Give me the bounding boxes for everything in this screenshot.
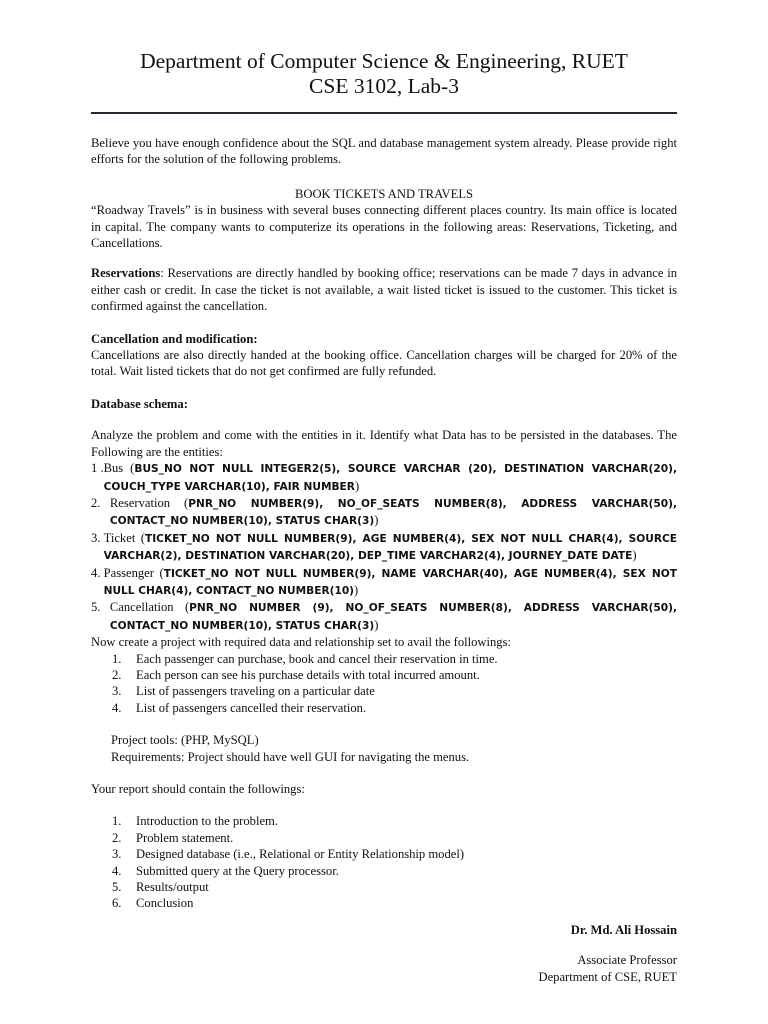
list-number: 4. <box>112 700 122 715</box>
reservations-label: Reservations <box>91 266 161 281</box>
project-tools: Project tools: (PHP, MySQL) <box>111 733 259 748</box>
signature-title: Associate Professor <box>577 953 677 968</box>
entity-close: ) <box>354 582 359 597</box>
cancellation-paragraph: Cancellations are also directly handed at the booking office. Cancellation charges will be charged for 20% of the total. Wait listed tickets that do not get confirmed are fully refunded. <box>91 348 677 379</box>
entity-item <box>91 495 677 530</box>
entity-number: 3. <box>91 530 104 545</box>
list-text: Designed database (i.e., Relational or Entity Relationship model) <box>136 847 465 862</box>
entity-name: Ticket ( <box>103 530 146 545</box>
entity-item <box>91 530 677 565</box>
entity-close: ) <box>374 617 379 632</box>
list-number: 2. <box>112 667 122 682</box>
cancellation-heading: Cancellation and modification: <box>91 331 258 346</box>
entity-name: Cancellation ( <box>109 600 190 615</box>
entity-item <box>91 565 677 600</box>
document-header <box>91 0 677 114</box>
list-item <box>112 846 677 862</box>
entity-list <box>91 460 677 634</box>
project-intro: Now create a project with required data and relationship set to avail the followings: <box>91 635 512 650</box>
course-title: CSE 3102, Lab-3 <box>309 74 459 98</box>
list-item <box>112 879 677 895</box>
entity-number: 1 . <box>91 461 104 476</box>
list-text: Problem statement. <box>136 830 234 845</box>
entity-number: 5. <box>91 600 110 615</box>
schema-analyze-paragraph: Analyze the problem and come with the entities in it. Identify what Data has to be persisted in the databases. The Following are the entities: <box>91 428 677 459</box>
entity-name: Reservation ( <box>109 495 189 510</box>
list-number: 5. <box>112 880 122 895</box>
list-number: 2. <box>112 830 122 845</box>
list-item <box>112 651 677 667</box>
list-item <box>112 830 677 846</box>
entity-fields: PNR_NO NUMBER(9), NO_OF_SEATS NUMBER(8), ADDRESS VARCHAR(50), CONTACT_NO NUMBER(10), STATUS CHAR(3) <box>109 497 677 528</box>
signature-name: Dr. Md. Ali Hossain <box>570 922 677 937</box>
entity-fields: TICKET_NO NOT NULL NUMBER(9), NAME VARCHAR(40), AGE NUMBER(4), SEX NOT NULL CHAR(4), CONTACT_NO NUMBER(10) <box>103 567 677 597</box>
list-number: 3. <box>112 847 122 862</box>
entity-number: 2. <box>91 495 110 510</box>
report-intro: Your report should contain the followings: <box>91 782 305 796</box>
list-text: Submitted query at the Query processor. <box>136 863 339 878</box>
entity-close: ) <box>374 513 379 528</box>
list-number: 3. <box>112 684 122 699</box>
entity-name: Passenger ( <box>103 565 164 580</box>
entity-number: 4. <box>91 565 104 580</box>
list-text: List of passengers cancelled their reservation. <box>136 700 367 715</box>
department-title: Department of Computer Science & Engineering, RUET <box>140 49 628 73</box>
problem-title: BOOK TICKETS AND TRAVELS <box>294 186 474 201</box>
list-item <box>112 813 677 829</box>
list-number: 1. <box>112 651 122 666</box>
report-list <box>91 813 677 911</box>
list-item <box>112 700 677 716</box>
entity-fields: BUS_NO NOT NULL INTEGER2(5), SOURCE VARCHAR (20), DESTINATION VARCHAR(20), COUCH_TYPE VARCHAR(10), FAIR NUMBER <box>103 463 677 493</box>
list-item <box>112 683 677 699</box>
list-item <box>112 863 677 879</box>
list-text: Each person can see his purchase details with total incurred amount. <box>136 667 480 682</box>
intro-paragraph: Believe you have enough confidence about the SQL and database management system already. Please provide right efforts for the solution of the following problems. <box>91 136 677 167</box>
list-number: 6. <box>112 896 122 911</box>
list-number: 1. <box>112 814 122 829</box>
list-text: Each passenger can purchase, book and cancel their reservation in time. <box>136 651 498 666</box>
list-item <box>112 667 677 683</box>
entity-item <box>91 460 677 495</box>
reservations-text: : Reservations are directly handled by booking office; reservations can be made 7 days in advance in either cash or credit. In case the ticket is not available, a wait listed ticket is issued to the customer. This ticket is confirmed against the cancellation. <box>91 266 677 314</box>
entity-fields: TICKET_NO NOT NULL NUMBER(9), AGE NUMBER(4), SEX NOT NULL CHAR(4), SOURCE VARCHAR(2), DESTINATION VARCHAR(20), DEP_TIME VARCHAR2(4), JOURNEY_DATE DATE <box>103 532 678 563</box>
schema-heading: Database schema: <box>91 396 188 411</box>
list-text: List of passengers traveling on a particular date <box>136 684 375 699</box>
list-item <box>112 895 677 911</box>
entity-name: Bus ( <box>103 461 135 476</box>
list-text: Conclusion <box>136 896 194 911</box>
entity-close: ) <box>632 548 637 563</box>
project-list <box>91 651 677 717</box>
project-requirements: Requirements: Project should have well GUI for navigating the menus. <box>111 749 470 764</box>
entity-item <box>91 599 677 634</box>
reservations-paragraph <box>91 265 677 314</box>
entity-close: ) <box>354 478 360 493</box>
list-text: Introduction to the problem. <box>136 814 278 829</box>
problem-paragraph: “Roadway Travels” is in business with several buses connecting different places country. Its main office is located in capital. The company wants to computerize its operations in the following areas: Reservations, Ticketing, and Cancellations. <box>91 203 677 251</box>
list-text: Results/output <box>136 880 209 895</box>
signature-department: Department of CSE, RUET <box>538 969 677 984</box>
list-number: 4. <box>112 863 122 878</box>
entity-fields: PNR_NO NUMBER (9), NO_OF_SEATS NUMBER(8), ADDRESS VARCHAR(50), CONTACT_NO NUMBER(10), STATUS CHAR(3) <box>109 602 677 632</box>
